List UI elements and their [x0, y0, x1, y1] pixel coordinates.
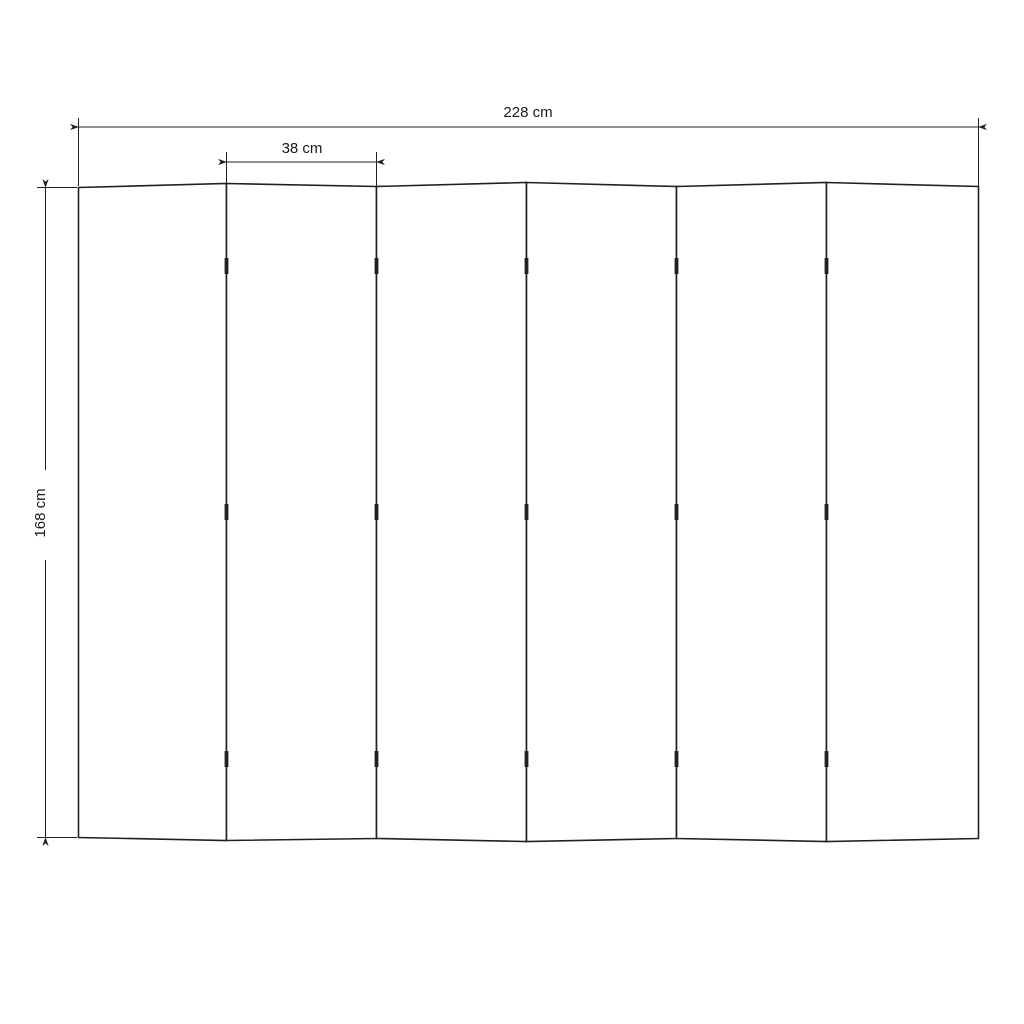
panel-1: [79, 184, 227, 841]
panel-6-outline: [827, 183, 979, 842]
hinge-icon: [375, 258, 379, 274]
overall-width-dimension: [79, 101, 979, 186]
hinge-icon: [675, 258, 679, 274]
panel-group: [79, 183, 979, 842]
panel-3-outline: [377, 183, 527, 842]
overall-height-dimension: [32, 188, 77, 838]
overall-height-label: 168 cm: [32, 488, 49, 538]
panel-3: [375, 183, 527, 842]
hinge-icon: [225, 258, 229, 274]
overall-width-label: 228 cm: [503, 104, 553, 121]
hinge-icon: [825, 504, 829, 520]
hinge-icon: [825, 258, 829, 274]
panel-2: [225, 184, 377, 841]
panel-5-outline: [677, 183, 827, 842]
hinge-icon: [525, 751, 529, 767]
hinge-icon: [225, 504, 229, 520]
panel-width-dimension: [227, 136, 377, 188]
panel-2-outline: [227, 184, 377, 841]
panel-4: [525, 183, 677, 842]
hinge-icon: [525, 258, 529, 274]
hinge-icon: [525, 504, 529, 520]
hinge-icon: [675, 504, 679, 520]
hinge-icon: [225, 751, 229, 767]
panel-5: [675, 183, 827, 842]
panel-width-label: 38 cm: [281, 140, 323, 157]
panel-1-outline: [79, 184, 227, 841]
hinge-icon: [375, 504, 379, 520]
panel-6: [825, 183, 979, 842]
panel-4-outline: [527, 183, 677, 842]
hinge-icon: [825, 751, 829, 767]
hinge-icon: [375, 751, 379, 767]
hinge-icon: [675, 751, 679, 767]
